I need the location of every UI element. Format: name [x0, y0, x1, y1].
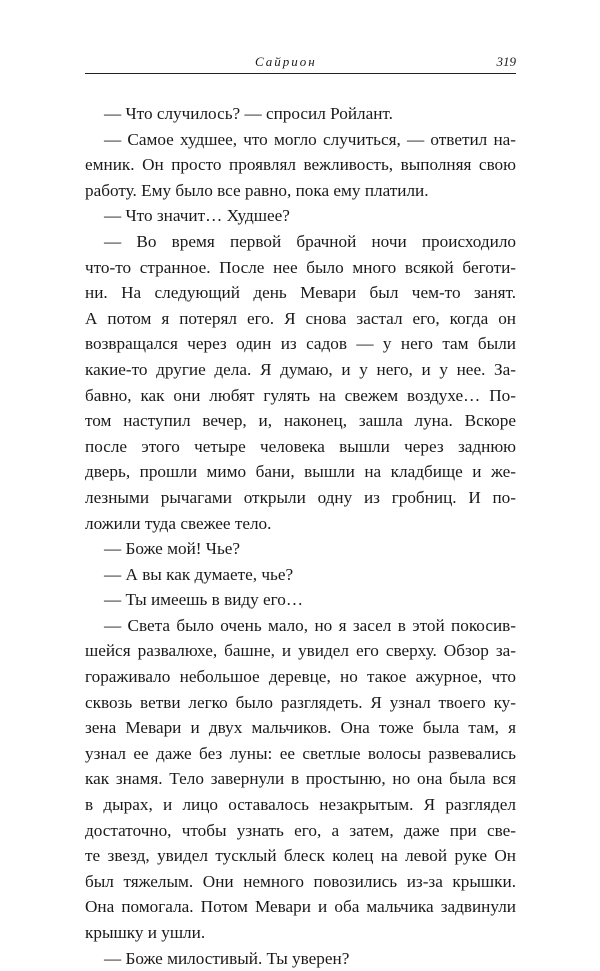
text-line: сквозь ветви легко было разглядеть. Я узнал твоего ку-: [85, 692, 516, 712]
text-line: ложили туда свежее тело.: [85, 513, 272, 533]
running-header: [85, 54, 516, 76]
text-line: лезными рычагами открыли одну из гробниц. И по-: [85, 487, 516, 507]
text-line: — Боже мой! Чье?: [104, 539, 241, 559]
text-line: работу. Ему было все равно, пока ему платили.: [85, 180, 429, 200]
header-rule: [85, 73, 516, 74]
text-line: ни. На следующий день Мевари был чем-то занят.: [85, 283, 516, 303]
text-line: гораживало небольшое деревце, но такое ажурное, что: [85, 667, 516, 687]
text-line: в дырах, и лицо оставалось незакрытым. Я разглядел: [85, 795, 516, 815]
page-number: 319: [496, 54, 516, 69]
text-line: возвращался через один из садов — у него там были: [85, 334, 516, 354]
text-line: — Самое худшее, что могло случиться, — ответил на-: [104, 129, 516, 149]
text-line: после этого четыре человека вышли через заднюю: [85, 436, 516, 456]
text-line: — Боже милостивый. Ты уверен?: [104, 948, 350, 968]
text-line: достаточно, чтобы узнать его, а затем, даже при све-: [85, 820, 516, 840]
text-line: что-то странное. После нее было много всякой беготи-: [85, 257, 516, 277]
text-line: бавно, как они любят гулять на свежем воздухе… По-: [85, 385, 516, 405]
running-title: Сайрион: [255, 54, 317, 69]
body-text: [85, 101, 516, 971]
text-line: те звезд, увидел тусклый блеск колец на левой руке Он: [85, 846, 516, 866]
text-line: — Света было очень мало, но я засел в этой покосив-: [104, 615, 516, 635]
text-line: — Ты имеешь в виду его…: [104, 590, 304, 610]
text-line: — Что случилось? — спросил Ройлант.: [104, 104, 393, 123]
text-line: емник. Он просто проявлял вежливость, выполняя свою: [85, 155, 516, 175]
text-line: — Что значит… Худшее?: [104, 206, 290, 226]
text-line: А потом я потерял его. Я снова застал его, когда он: [85, 308, 516, 328]
text-line: том наступил вечер, и, наконец, зашла луна. Вскоре: [85, 411, 516, 431]
text-line: шейся развалюхе, башне, и увидел его сверху. Обзор за-: [85, 641, 516, 661]
text-line: — Во время первой брачной ночи происходило: [104, 231, 516, 251]
text-line: Она помогала. Потом Мевари и оба мальчика задвинули: [85, 897, 516, 917]
text-line: какие-то другие дела. Я думаю, и у него, и у нее. За-: [85, 359, 516, 379]
text-line: был тяжелым. Они немного повозились из-за крышки.: [85, 871, 516, 891]
text-line: — А вы как думаете, чье?: [104, 564, 294, 584]
text-line: как знамя. Тело завернули в простыню, но она была вся: [85, 769, 516, 789]
text-line: узнал ее даже без луны: ее светлые волосы развевались: [85, 743, 516, 763]
text-line: крышку и ушли.: [85, 923, 206, 942]
text-line: дверь, прошли мимо бани, вышли на кладбище и же-: [85, 462, 516, 482]
text-line: зена Мевари и двух мальчиков. Она тоже была там, я: [85, 718, 516, 738]
